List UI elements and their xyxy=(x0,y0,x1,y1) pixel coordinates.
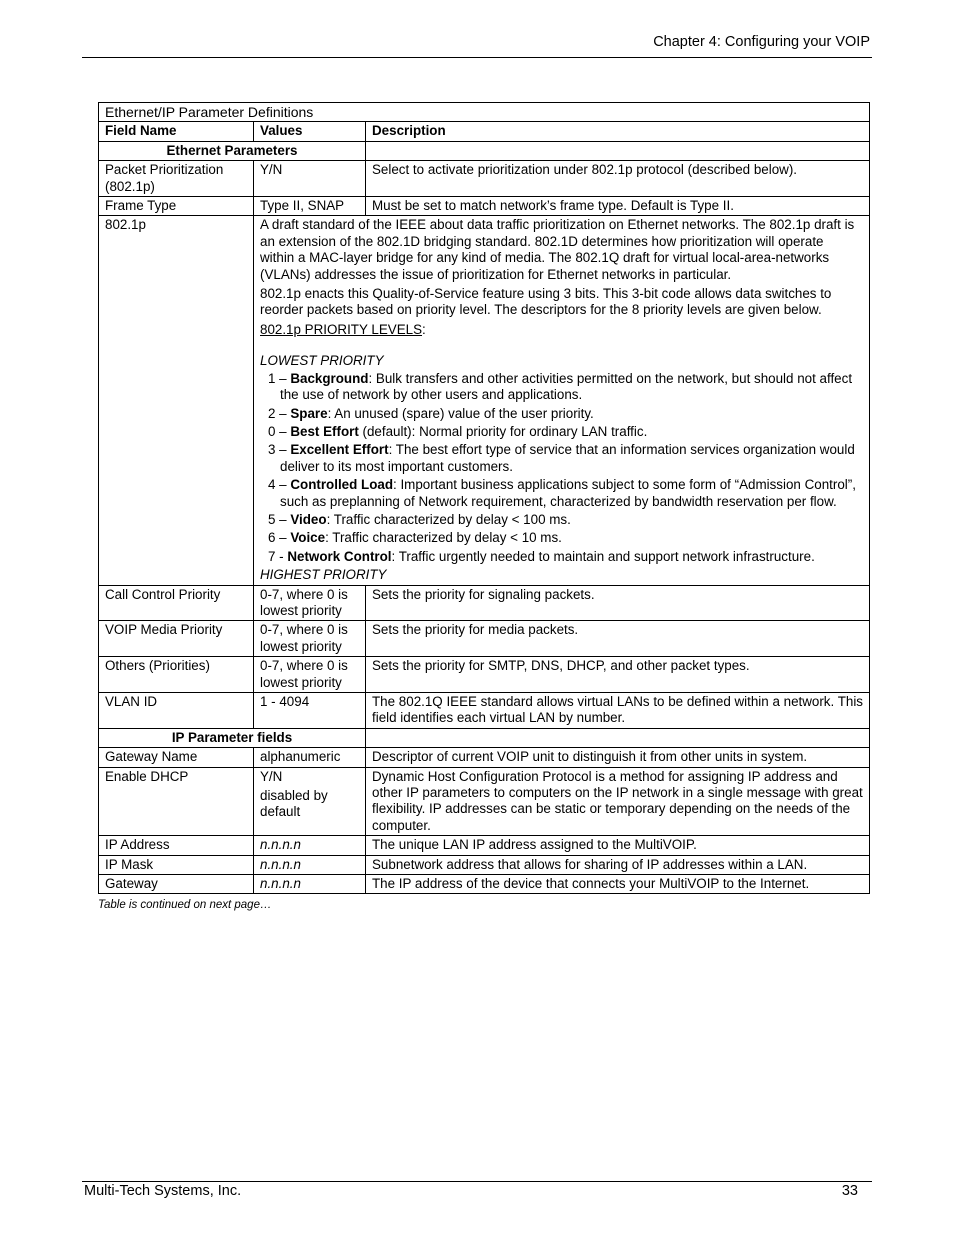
table-title: Ethernet/IP Parameter Definitions xyxy=(99,103,870,122)
field-name: Packet Prioritization (802.1p) xyxy=(99,161,254,197)
table-row xyxy=(99,875,870,894)
priority-levels-heading-text: 802.1p PRIORITY LEVELS xyxy=(260,321,423,337)
priority-level-item xyxy=(268,424,861,440)
priority-level-number: 3 – xyxy=(268,442,291,458)
priority-level-item xyxy=(268,530,861,546)
priority-level-description: : An unused (spare) value of the user priority. xyxy=(327,405,594,421)
field-value: n.n.n.n xyxy=(254,875,366,894)
priority-level-item xyxy=(268,549,861,565)
priority-levels-heading xyxy=(260,322,861,338)
field-description-8021p xyxy=(254,216,870,585)
priority-level-description: : Traffic characterized by delay < 100 ms. xyxy=(326,511,571,527)
priority-level-item xyxy=(268,512,861,528)
priority-level-item xyxy=(268,371,861,404)
page-number: 33 xyxy=(841,1183,858,1199)
priority-level-description: : The best effort type of service that an information services organization would deliver to its most important customers. xyxy=(280,442,855,474)
field-name: Enable DHCP xyxy=(99,767,254,836)
priority-level-number: 7 - xyxy=(268,548,288,564)
description-paragraph: 802.1p enacts this Quality-of-Service feature using 3 bits. This 3-bit code allows data switches to reorder packets based on priority level. The descriptors for the 8 priority levels are given below. xyxy=(260,286,832,318)
priority-level-name: Spare xyxy=(290,405,328,421)
field-name: Others (Priorities) xyxy=(99,657,254,693)
field-value: Y/N xyxy=(254,161,366,197)
field-description: The IP address of the device that connects your MultiVOIP to the Internet. xyxy=(366,875,870,894)
field-name: Gateway xyxy=(99,875,254,894)
column-header-row xyxy=(99,122,870,141)
field-description: Sets the priority for SMTP, DNS, DHCP, and other packet types. xyxy=(366,657,870,693)
priority-level-name: Video xyxy=(290,511,327,527)
priority-level-item xyxy=(268,442,861,475)
chapter-header: Chapter 4: Configuring your VOIP xyxy=(653,34,870,50)
priority-level-number: 6 – xyxy=(268,530,291,546)
priority-level-number: 5 – xyxy=(268,511,291,527)
section-row-ethernet xyxy=(99,141,870,160)
field-value: n.n.n.n xyxy=(254,855,366,874)
field-description: Descriptor of current VOIP unit to distinguish it from other units in system. xyxy=(366,748,870,767)
priority-level-number: 2 – xyxy=(268,405,291,421)
table-row xyxy=(99,767,870,836)
table-row xyxy=(99,855,870,874)
priority-level-description: : Bulk transfers and other activities permitted on the network, but should not affect the use of network by other users and applications. xyxy=(280,370,853,403)
priority-level-description: : Traffic characterized by delay < 10 ms. xyxy=(325,530,562,546)
priority-level-number: 1 – xyxy=(268,370,291,386)
field-value: 1 - 4094 xyxy=(254,693,366,729)
field-name: 802.1p xyxy=(99,216,254,585)
priority-level-item xyxy=(268,477,861,510)
priority-levels-heading-colon: : xyxy=(422,321,426,337)
priority-level-name: Excellent Effort xyxy=(290,442,389,458)
field-name: VLAN ID xyxy=(99,693,254,729)
header-divider xyxy=(82,57,872,58)
priority-level-name: Network Control xyxy=(287,548,392,564)
field-name: Call Control Priority xyxy=(99,585,254,621)
priority-level-item xyxy=(268,406,861,422)
field-value-line: disabled by default xyxy=(260,788,328,820)
field-description: The unique LAN IP address assigned to the MultiVOIP. xyxy=(366,836,870,855)
field-value: 0-7, where 0 is lowest priority xyxy=(254,621,366,657)
table-row xyxy=(99,748,870,767)
field-value: Type II, SNAP xyxy=(254,197,366,216)
table-row xyxy=(99,197,870,216)
table-row xyxy=(99,161,870,197)
table-row xyxy=(99,693,870,729)
table-row xyxy=(99,216,870,585)
table-row xyxy=(99,621,870,657)
field-value: n.n.n.n xyxy=(254,836,366,855)
field-name: VOIP Media Priority xyxy=(99,621,254,657)
priority-level-number: 0 – xyxy=(268,423,291,439)
section-empty-cell xyxy=(366,728,870,747)
section-heading-ethernet: Ethernet Parameters xyxy=(99,141,366,160)
footer-company: Multi-Tech Systems, Inc. xyxy=(84,1183,242,1199)
field-value: 0-7, where 0 is lowest priority xyxy=(254,657,366,693)
priority-level-number: 4 – xyxy=(268,477,291,493)
priority-level-description: : Important business applications subject to some form of “Admission Control”, such as preplanning of Network requirement, characterized by bandwidth reservation per flow. xyxy=(280,477,856,509)
priority-level-name: Voice xyxy=(290,530,326,546)
field-value-line: Y/N xyxy=(260,768,283,784)
priority-level-description: : Traffic urgently needed to maintain and support network infrastructure. xyxy=(391,548,815,564)
parameter-definitions-table xyxy=(98,102,870,894)
table-row xyxy=(99,657,870,693)
field-name: Frame Type xyxy=(99,197,254,216)
field-name: IP Address xyxy=(99,836,254,855)
description-paragraph: A draft standard of the IEEE about data traffic prioritization on Ethernet networks. The 802.1p draft is an extension of the 802.1D bridging standard. 802.1D determines how prioritization will operate within a MAC-layer bridge for any kind of media. The 802.1Q draft for virtual local-area-networks (VLANs) addresses the issue of prioritization for Ethernet networks in particular. xyxy=(260,217,855,282)
priority-level-description: (default): Normal priority for ordinary LAN traffic. xyxy=(358,423,648,439)
priority-level-name: Best Effort xyxy=(290,423,359,439)
field-description: Sets the priority for media packets. xyxy=(366,621,870,657)
field-value: 0-7, where 0 is lowest priority xyxy=(254,585,366,621)
field-description: Select to activate prioritization under 802.1p protocol (described below). xyxy=(366,161,870,197)
highest-priority-label: HIGHEST PRIORITY xyxy=(260,567,387,583)
lowest-priority-label: LOWEST PRIORITY xyxy=(260,353,384,369)
priority-levels-list xyxy=(260,371,861,565)
column-header-description: Description xyxy=(366,122,870,141)
field-description: Must be set to match network’s frame type. Default is Type II. xyxy=(366,197,870,216)
table-row xyxy=(99,836,870,855)
footer-divider xyxy=(82,1181,872,1182)
field-value: alphanumeric xyxy=(254,748,366,767)
field-description: Sets the priority for signaling packets. xyxy=(366,585,870,621)
table-continued-note: Table is continued on next page… xyxy=(98,899,272,911)
field-value xyxy=(254,767,366,836)
section-heading-ip: IP Parameter fields xyxy=(99,728,366,747)
column-header-values: Values xyxy=(254,122,366,141)
field-description: Subnetwork address that allows for sharing of IP addresses within a LAN. xyxy=(366,855,870,874)
column-header-field: Field Name xyxy=(99,122,254,141)
priority-level-name: Controlled Load xyxy=(290,477,393,493)
section-empty-cell xyxy=(366,141,870,160)
priority-level-name: Background xyxy=(290,370,369,386)
field-name: IP Mask xyxy=(99,855,254,874)
table-title-row xyxy=(99,103,870,122)
field-description: Dynamic Host Configuration Protocol is a method for assigning IP address and other IP parameters to computers on the IP network in a single message with great flexibility. IP addresses can be static or temporary depending on the needs of the computer. xyxy=(366,767,870,836)
field-name: Gateway Name xyxy=(99,748,254,767)
section-row-ip xyxy=(99,728,870,747)
table-row xyxy=(99,585,870,621)
field-description: The 802.1Q IEEE standard allows virtual LANs to be defined within a network. This field identifies each virtual LAN by number. xyxy=(366,693,870,729)
